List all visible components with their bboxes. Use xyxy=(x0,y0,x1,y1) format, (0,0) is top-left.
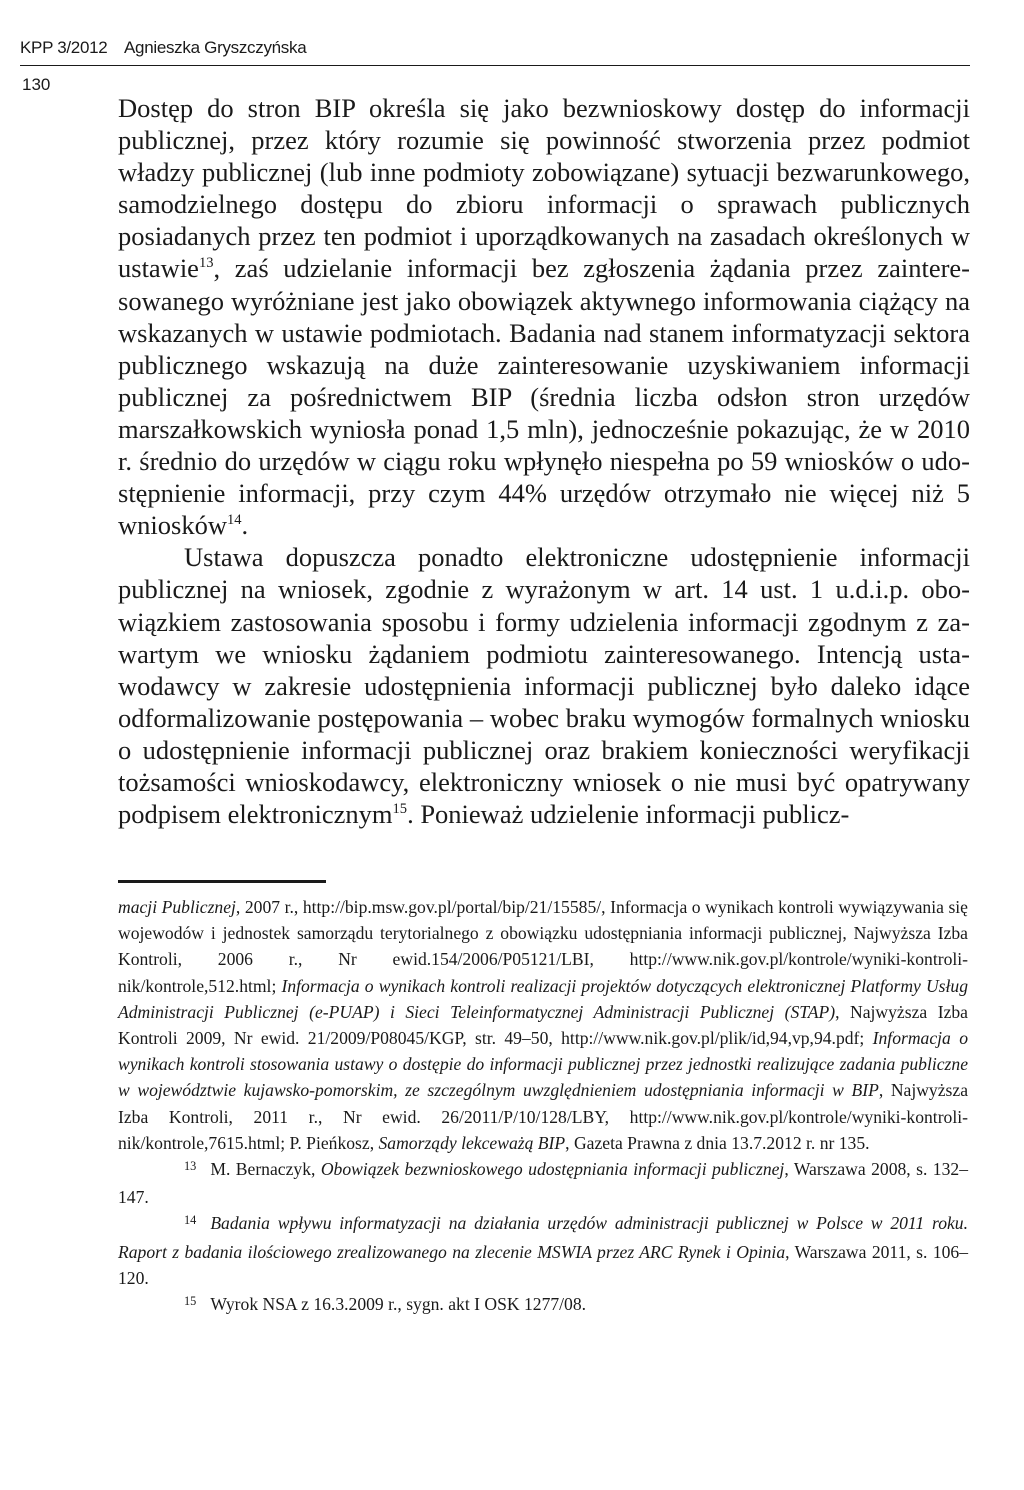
paragraph-text: . xyxy=(241,510,249,541)
footnote-ref-15: 15 xyxy=(392,800,408,817)
footnote-14 xyxy=(118,1210,968,1291)
main-text xyxy=(118,92,970,830)
journal-issue: KPP 3/2012 xyxy=(20,38,108,57)
footnote-continuation xyxy=(118,894,968,1156)
footnotes xyxy=(118,894,968,1319)
paragraph-text: Ustawa dopuszcza ponadto elektroniczne udostępnienie informacji publicznej na wniosek, zgodnie z wyrażonym w art. 14 ust. 1 u.d.i.p. obowiązkiem zastosowania sposobu i formy udzielenia informacji zgodnym z zawartym we wniosku żądaniem podmiotu zainteresowanego. Intencją ustawodawcy w zakresie udostępnienia informacji publicznej było daleko idące odformalizowanie postępowania – wobec braku wymogów formalnych wniosku o udostępnienie informacji publicznej oraz brakiem konieczności weryfikacji tożsamości wnioskodawcy, elektroniczny wniosek o nie musi być opatrywany podpisem elektronicznym xyxy=(118,542,970,830)
footnote-text: M. Bernaczyk, xyxy=(210,1159,321,1180)
paragraph-1 xyxy=(118,92,970,541)
footnote-number: 15 xyxy=(184,1293,197,1308)
page-number: 130 xyxy=(22,75,51,94)
footnote-title: Badania wpływu informatyzacji na działania urzędów administracji publicznej w Polsce w 2011 roku. Raport z badania ilościowego zrealizowanego na zlecenie MSWIA przez ARC Rynek i Opinia xyxy=(118,1213,968,1262)
running-header xyxy=(20,30,970,70)
footnote-title: Informacja o wynikach kontroli realizacji projektów dotyczących elektronicznej Platformy Usług Administracji Publicznej (e-PUAP) i Sieci Teleinformatycznej Administracji Publicznej (STAP) xyxy=(118,975,969,1022)
footnote-separator xyxy=(118,880,326,883)
paragraph-text: Dostęp do stron BIP określa się jako bezwnioskowy dostęp do informacji publicznej, przez który rozumie się powinność stworzenia przez podmiot władzy publicznej (lub inne podmioty zobowiązane) sytuacji bezwarunkowego, samodzielnego dostępu do zbioru informacji o sprawach publicznych posiadanych przez ten podmiot i uporządkowanych na zasadach określonych w ustawie xyxy=(118,93,970,284)
footnote-ref-13: 13 xyxy=(198,255,214,272)
footnote-title: macji Publicznej xyxy=(118,897,236,917)
footnote-number: 14 xyxy=(184,1212,197,1227)
footnote-text: , Warszawa 2011, s. 106–120. xyxy=(118,1241,969,1288)
header-author: Agnieszka Gryszczyńska xyxy=(124,38,307,57)
paragraph-text: , zaś udzielanie informacji bez zgłoszenia żądania przez zainteresowanego wyróżniane jest jako obowiązek aktywnego informowania ciążący na wskazanych w ustawie podmiotach. Badania nad stanem informatyzacji sektora publicznego wskazują na duże zainteresowanie uzyskiwaniem informacji publicznej za pośrednictwem BIP (średnia liczba odsłon stron urzędów marszałkowskich wyniosła ponad 1,5 mln), jednocześnie pokazując, że w 2010 r. średnio do urzędów w ciągu roku wpłynęło niespełna po 59 wniosków o udostępnienie informacji, przy czym 44% urzędów otrzymało nie więcej niż 5 wniosków xyxy=(118,253,970,541)
footnote-title: Informacja o wynikach kontroli stosowania ustawy o dostępie do informacji publicznej przez jednostki realizujące zadania publiczne w województwie kujawsko-pomorskim, ze szczególnym uwzględnieniem udostępniania informacji w BIP xyxy=(118,1028,968,1101)
paragraph-2 xyxy=(118,541,970,830)
footnote-title: Obowiązek bezwnioskowego udostępniania informacji publicznej xyxy=(320,1159,785,1180)
footnote-text: , Gazeta Prawna z dnia 13.7.2012 r. nr 135. xyxy=(565,1132,870,1153)
footnote-15 xyxy=(118,1291,968,1319)
footnote-text: , 2007 r., http://bip.msw.gov.pl/portal/bip/21/15585/, Informacja o wynikach kontroli wywiązywania się wojewodów i jednostek samorządu terytorialnego z obowiązku udostępniania informacji publicznej, Najwyższa Izba Kontroli, 2006 r., Nr ewid.154/2006/P05121/LBI, http://www.nik.gov.pl/kontrole/wyniki-kontroli-nik/kontrole,512.html; xyxy=(118,897,968,996)
footnote-title: Samorządy lekceważą BIP xyxy=(378,1132,566,1153)
footnote-text: , Warszawa 2008, s. 132–147. xyxy=(118,1159,968,1208)
footnote-text: , Najwyższa Izba Kontroli 2009, Nr ewid. 21/2009/P08045/KGP, str. 49–50, http://www.nik.gov.pl/plik/id,94,vp,94.pdf; xyxy=(118,1001,968,1049)
footnote-ref-14: 14 xyxy=(226,512,242,529)
footnote-text: , Najwyższa Izba Kontroli, 2011 r., Nr ewid. 26/2011/P/10/128/LBY, http://www.nik.gov.pl/kontrole/wyniki-kontroli-nik/kontrole,7615.html; P. Pieńkosz, xyxy=(118,1080,969,1153)
footnote-text: Wyrok NSA z 16.3.2009 r., sygn. akt I OSK 1277/08. xyxy=(210,1294,587,1315)
footnote-13 xyxy=(118,1156,968,1210)
paragraph-text: . Ponieważ udzielenie informacji publicz- xyxy=(407,799,850,830)
header-rule xyxy=(20,65,970,66)
footnote-number: 13 xyxy=(184,1158,197,1173)
